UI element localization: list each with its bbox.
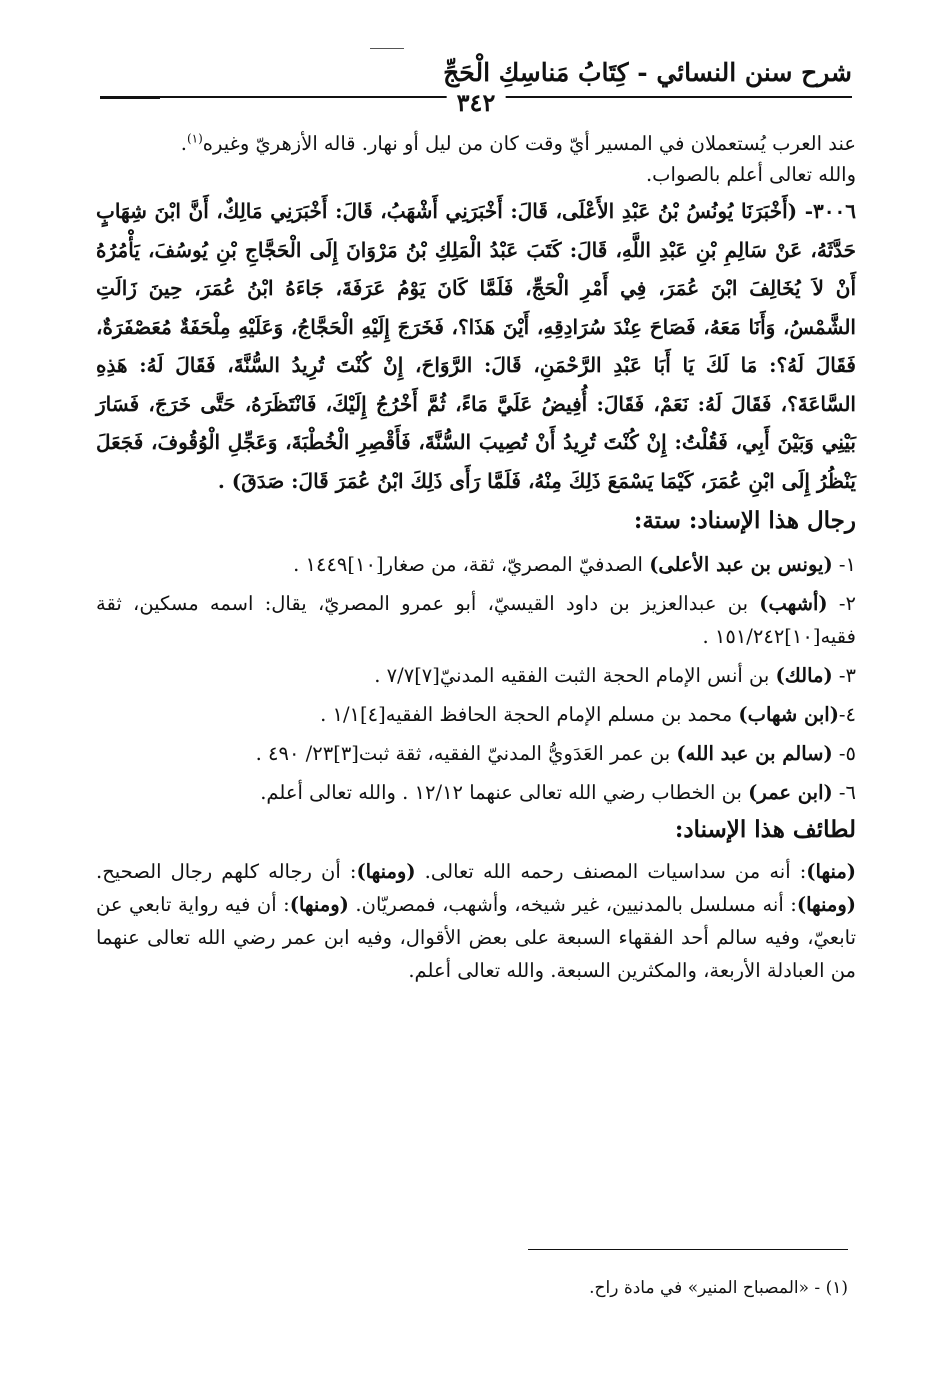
narrator-desc: محمد بن مسلم الإمام الحجة الحافظ الفقيه[٤]١/١ .: [320, 703, 739, 726]
narrator-number: ٥-: [832, 742, 856, 765]
header-double-rule: [100, 96, 160, 113]
top-mark: [370, 48, 404, 49]
narrator-number: ١-: [832, 553, 856, 576]
lataif-paragraph: [96, 855, 856, 987]
page-number: ٣٤٢: [447, 90, 506, 116]
narrator-name: (ابن شهاب): [738, 703, 839, 726]
narrator-name: (ابن عمر): [748, 781, 833, 804]
narrator-name: (أشهب): [759, 592, 828, 615]
intro-line-2: والله تعالى أعلم بالصواب.: [645, 163, 856, 186]
hadith-text: ٣٠٠٦- (أَخْبَرَنَا يُونُسُ بْنُ عَبْدِ الأَعْلَى، قَالَ: أَخْبَرَنِي أَشْهَبُ، قَالَ: أَخْبَرَنِي مَالِكٌ، أَنَّ ابْنَ شِهَابٍ حَدَّثَهُ، عَنْ سَالِمِ بْنِ عَبْدِ اللَّهِ، قَالَ: كَتَبَ عَبْدُ الْمَلِكِ بْنُ مَرْوَانَ إِلَى الْحَجَّاجِ بْنِ يُوسُفَ، يَأْمُرُهُ أَنْ لاَ يُخَالِفَ ابْنَ عُمَرَ، فِي أَمْرِ الْحَجِّ، فَلَمَّا كَانَ يَوْمُ عَرَفَةَ، جَاءَهُ ابْنُ عُمَرَ، حِينَ زَالَتِ الشَّمْسُ، وَأَنَا مَعَهُ، فَصَاحَ عِنْدَ سُرَادِقِهِ، أَيْنَ هَذَا؟، فَخَرَجَ إِلَيْهِ الْحَجَّاجُ، وَعَلَيْهِ مِلْحَفَةٌ مُعَصْفَرَةٌ، فَقَالَ لَهُ؟: مَا لَكَ يَا أَبَا عَبْدِ الرَّحْمَنِ، قَالَ: الرَّوَاحَ، إِنْ كُنْتَ تُرِيدُ السُّنَّةَ، فَقَالَ لَهُ: هَذِهِ السَّاعَةَ؟، فَقَالَ لَهُ: نَعَمْ، فَقَالَ: أُفِيضُ عَلَيَّ مَاءً، ثُمَّ أَخْرُجُ إِلَيْكَ، فَانْتَظَرَهُ، حَتَّى خَرَجَ، فَسَارَ بَيْنِي وَبَيْنَ أَبِي، فَقُلْتُ: إِنْ كُنْتَ تُرِيدُ أَنْ تُصِيبَ السُّنَّةَ، فَأَقْصِرِ الْخُطْبَةَ، وَعَجِّلِ الْوُقُوفَ، فَجَعَلَ يَنْظُرُ إِلَى ابْنِ عُمَرَ، كَيْمَا يَسْمَعَ ذَلِكَ مِنْهُ، فَلَمَّا رَأَى ذَلِكَ ابْنُ عُمَرَ قَالَ: صَدَقَ) .: [96, 199, 856, 493]
narrator-desc: بن أنس الإمام الحجة الثبت الفقيه المدنيّ[٧]٧/٧ .: [374, 664, 776, 687]
lataif-heading: لطائف هذا الإسناد:: [674, 816, 856, 843]
narrator-number: ٤-: [838, 703, 856, 726]
narrator-name: (يونس بن عبد الأعلى): [649, 553, 833, 576]
intro-line-1: عند العرب يُستعملان في المسير أيّ وقت كان من ليل أو نهار. قاله الأزهريّ وغيره: [202, 132, 856, 155]
footnote: (١) - «المصباح المنير» في مادة راح.: [589, 1278, 848, 1298]
lataif-text: : أن فيه رواية تابعي عن تابعيّ، وفيه سالم أحد الفقهاء السبعة على بعض الأقوال، وفيه ابن عمر رضي الله تعالى عنهما من العبادلة الأربعة، والمكثرين السبعة. والله تعالى أعلم.: [96, 893, 856, 982]
narrator-number: ٢-: [827, 592, 856, 615]
narrator-name: (سالم بن عبد الله): [676, 742, 833, 765]
lataif-keyword: (ومنها): [356, 860, 416, 883]
narrator-number: ٣-: [832, 664, 856, 687]
narrator-5: [96, 737, 856, 770]
narrator-desc: بن عبدالعزيز بن داود القيسيّ، أبو عمرو المصريّ، يقال: اسمه مسكين، ثقة فقيه[١٠]١٥١/٢٤٢ .: [96, 592, 856, 648]
narrator-1: [96, 548, 856, 581]
narrator-desc: بن عمر العَدَويُّ المدنيّ الفقيه، ثقة ثبت[٣]٢٣/ ٤٩٠ .: [255, 742, 677, 765]
footnote-rule: [528, 1249, 848, 1250]
narrator-desc: الصدفيّ المصريّ، ثقة، من صغار[١٠]١٤٤٩ .: [293, 553, 650, 576]
body-text: [96, 128, 856, 987]
narrator-number: ٦-: [832, 781, 856, 804]
lataif-text: : أنه مسلسل بالمدنيين، غير شيخه، وأشهب، فمصريّان.: [348, 893, 797, 916]
running-title: شرح سنن النسائي - كِتَابُ مَناسِكِ الْحَجِّ: [443, 58, 852, 87]
lataif-keyword: (ومنها): [289, 893, 349, 916]
intro-paragraph: عند العرب يُستعملان في المسير أيّ وقت كان من ليل أو نهار. قاله الأزهريّ وغيره$^{(١)}$. والله تعالى أعلم بالصواب.: [180, 131, 856, 186]
narrator-name: (مالك): [775, 664, 833, 687]
footnote-ref: (١): [186, 131, 203, 146]
narrator-2: [96, 587, 856, 653]
rijal-heading: رجال هذا الإسناد: ستة:: [633, 507, 856, 534]
lataif-keyword: (ومنها): [796, 893, 856, 916]
narrator-3: [96, 659, 856, 692]
narrator-6: [96, 776, 856, 809]
narrator-desc: بن الخطاب رضي الله تعالى عنهما ١٢/١٢ . والله تعالى أعلم.: [260, 781, 749, 804]
lataif-text: : أن رجاله كلهم رجال الصحيح.: [96, 860, 357, 883]
lataif-text: : أنه من سداسيات المصنف رحمه الله تعالى.: [415, 860, 807, 883]
page-header: [100, 56, 852, 118]
lataif-keyword: (منها): [806, 860, 857, 883]
narrator-4: [96, 698, 856, 731]
